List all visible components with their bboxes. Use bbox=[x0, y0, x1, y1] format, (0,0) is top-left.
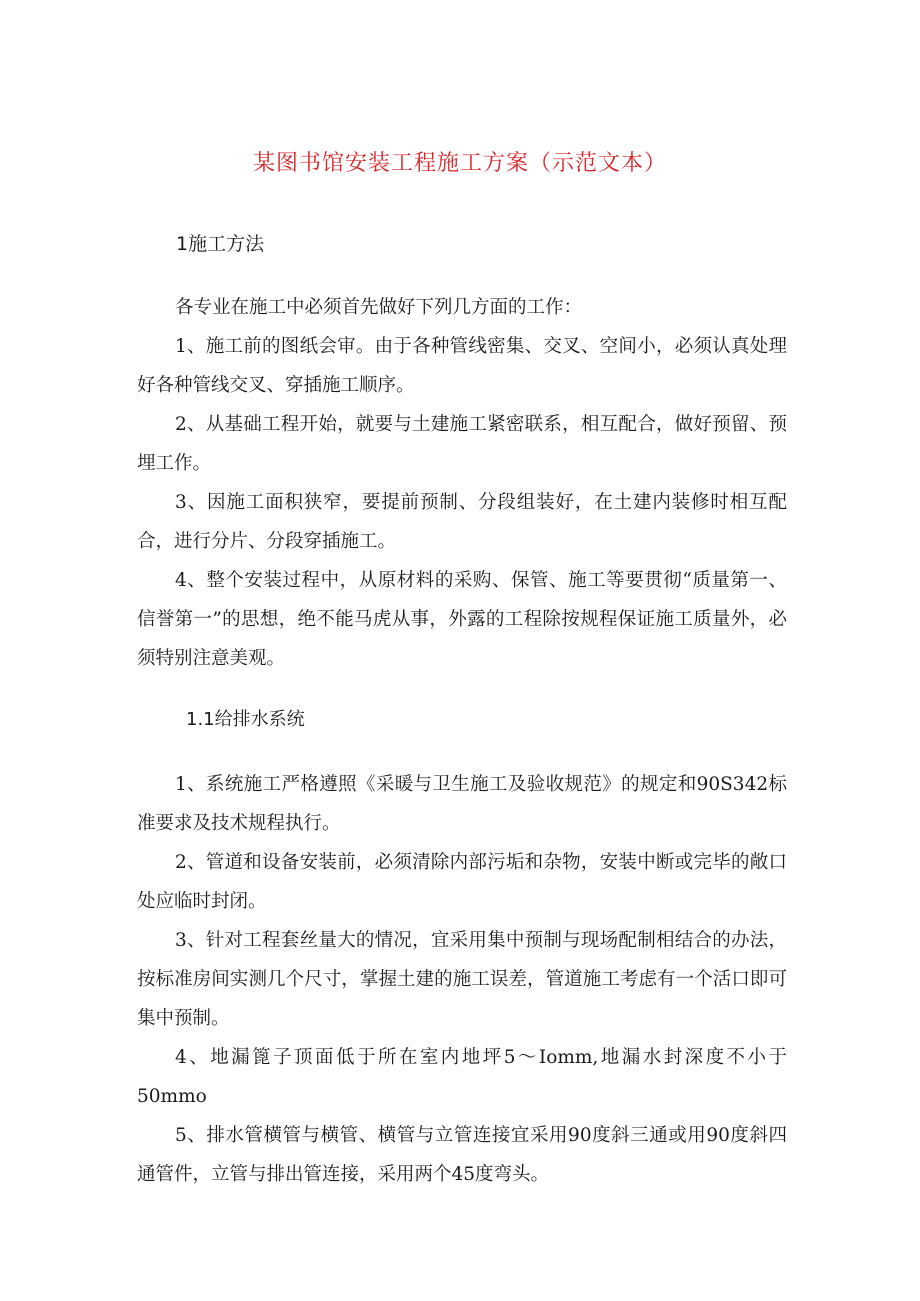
intro-paragraph: 各专业在施工中必须首先做好下列几方面的工作： bbox=[175, 297, 583, 318]
subsection-paragraph: 2、管道和设备安装前，必须清除内部污垢和杂物，安装中断或完毕的敞口处应临时封闭。 bbox=[137, 852, 787, 912]
subsection-paragraph: 5、排水管横管与横管、横管与立管连接宜采用90度斜三通或用90度斜四通管件，立管与排出管连接，采用两个45度弯头。 bbox=[137, 1125, 787, 1185]
subsection-paragraph: 1、系统施工严格遵照《采暖与卫生施工及验收规范》的规定和90S342标准要求及技术规程执行。 bbox=[137, 774, 787, 834]
intro-paragraph: 3、因施工面积狭窄，要提前预制、分段组装好，在土建内装修时相互配合，进行分片、分段穿插施工。 bbox=[137, 492, 787, 552]
intro-paragraph: 4、整个安装过程中，从原材料的采购、保管、施工等要贯彻“质量第一、信誉第一”的思想，绝不能马虎从事，外露的工程除按规程保证施工质量外，必须特别注意美观。 bbox=[137, 570, 787, 669]
intro-paragraph: 1、施工前的图纸会审。由于各种管线密集、交叉、空间小，必须认真处理好各种管线交叉、穿插施工顺序。 bbox=[137, 336, 787, 396]
subsection-paragraph: 3、针对工程套丝量大的情况，宜采用集中预制与现场配制相结合的办法，按标准房间实测几个尺寸，掌握土建的施工误差，管道施工考虑有一个活口即可集中预制。 bbox=[137, 930, 787, 1029]
intro-paragraph: 2、从基础工程开始，就要与土建施工紧密联系，相互配合，做好预留、预埋工作。 bbox=[137, 414, 787, 474]
subsection-paragraph: 4、地漏篦子顶面低于所在室内地坪5～Iomm,地漏水封深度不小于50mmo bbox=[137, 1047, 787, 1107]
document-title: 某图书馆安装工程施工方案（示范文本） bbox=[252, 151, 667, 176]
section-heading: 1施工方法 bbox=[176, 233, 265, 255]
subsection-heading: 1.1给排水系统 bbox=[186, 709, 305, 730]
